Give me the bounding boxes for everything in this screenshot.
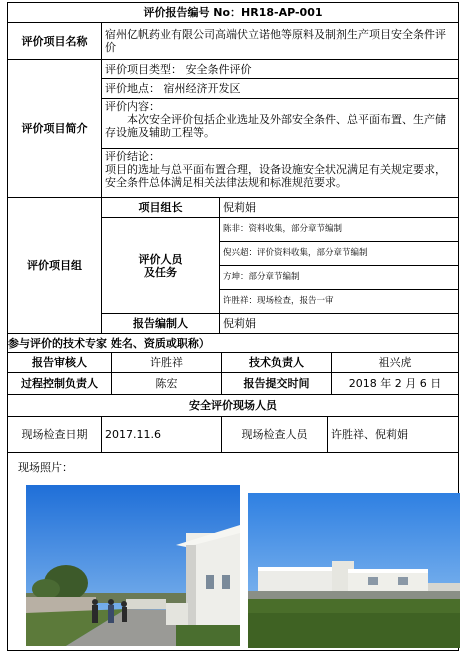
project-name-label: 评价项目名称 <box>8 23 102 60</box>
intro-content-label: 评价内容： <box>105 100 160 113</box>
report-number-value: No：HR18-AP-001 <box>213 6 323 19</box>
site-photo-1-image <box>26 485 240 646</box>
submit-time-label: 报告提交时间 <box>222 373 332 395</box>
site-heading: 安全评价现场人员 <box>8 395 458 417</box>
leader-label: 项目组长 <box>102 198 220 218</box>
site-photo-2-image <box>248 493 460 648</box>
member-item-4: 许胜祥：现场检查，报告一审 <box>220 290 458 314</box>
site-people-label: 现场检查人员 <box>222 417 328 453</box>
experts-line: 参与评价的技术专家 姓名、资质或职称） <box>8 334 458 353</box>
team-label: 评价项目组 <box>8 198 102 334</box>
leader-value: 倪莉娟 <box>220 198 458 218</box>
tech-lead-label: 技术负责人 <box>222 353 332 373</box>
intro-content-text: 本次安全评价包括企业选址及外部安全条件、总平面布置、生产储存设施及辅助工程等。 <box>105 113 446 139</box>
site-photo-2 <box>248 493 460 648</box>
process-value: 陈宏 <box>112 373 222 395</box>
submit-time-value: 2018 年 2 月 6 日 <box>332 373 458 395</box>
reviewer-label: 报告审核人 <box>8 353 112 373</box>
tech-lead-value: 祖兴虎 <box>332 353 458 373</box>
intro-conclusion-text: 项目的选址与总平面布置合理，设备设施安全状况满足有关规定要求，安全条件总体满足相关法律法规和标准规范要求。 <box>105 163 446 189</box>
editor-value: 倪莉娟 <box>220 314 458 334</box>
intro-location-line: 评价地点： 宿州经济开发区 <box>102 79 458 99</box>
project-intro-label: 评价项目简介 <box>8 60 102 198</box>
intro-conclusion-label: 评价结论： <box>105 150 160 163</box>
process-label: 过程控制负责人 <box>8 373 112 395</box>
project-name-value <box>102 23 458 60</box>
intro-content-block <box>102 99 458 149</box>
intro-type-line: 评价项目类型： 安全条件评价 <box>102 60 458 79</box>
site-photo-1 <box>26 485 240 646</box>
report-number-header <box>8 3 458 23</box>
reviewer-value: 许胜祥 <box>112 353 222 373</box>
site-date-label: 现场检查日期 <box>8 417 102 453</box>
member-item-1: 陈非：资料收集，部分章节编制 <box>220 218 458 242</box>
member-item-3: 方坤：部分章节编制 <box>220 266 458 290</box>
site-people-value: 许胜祥、倪莉娟 <box>328 417 458 453</box>
intro-conclusion-block <box>102 149 458 198</box>
report-form <box>7 2 459 651</box>
member-item-2: 倪兴超：评价资料收集，部分章节编制 <box>220 242 458 266</box>
project-name-text: 宿州亿帆药业有限公司高端伏立诺他等原料及制剂生产项目安全条件评价 <box>105 28 446 54</box>
editor-label: 报告编制人 <box>102 314 220 334</box>
members-label: 评价人员 及任务 <box>102 218 220 314</box>
report-number-label: 评价报告编号 <box>143 6 210 19</box>
site-photos-label: 现场照片： <box>18 461 73 474</box>
site-date-value: 2017.11.6 <box>102 417 222 453</box>
